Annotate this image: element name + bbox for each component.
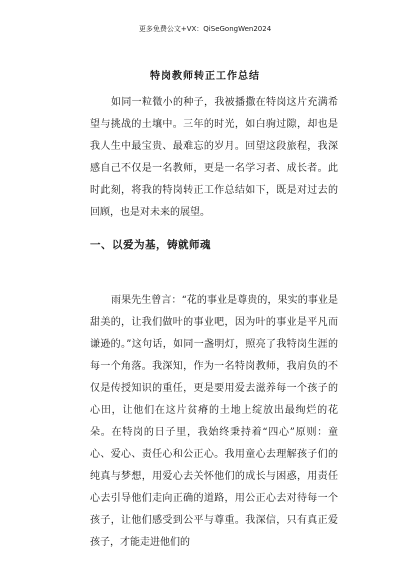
section-heading: 一、以爱为基，铸就师魂 — [90, 239, 211, 251]
intro-paragraph: 如同一粒微小的种子，我被播撒在特岗这片充满希望与挑战的土壤中。三年的时光，如白驹过隙，却也是我人生中最宝贵、最难忘的岁月。回望这段旅程，我深感自己不仅是一名教师，更是一名学习者、成长者。此时此刻，将我的特岗转正工作总结如下，既是对过去的回顾，也是对未来的展望。 — [90, 97, 338, 218]
header-note: 更多免费公文+VX：QiSeGongWen2024 — [138, 25, 272, 33]
document-title: 特岗教师转正工作总结 — [150, 71, 260, 82]
section-paragraph: 雨果先生曾言：“花的事业是尊贵的，果实的事业是甜美的，让我们做叶的事业吧，因为叶的事业是平凡而谦逊的。”这句话，如同一盏明灯，照亮了我特岗生涯的每一个角落。我深知，作为一名特岗教师，我肩负的不仅是传授知识的重任，更是要用爱去滋养每一个孩子的心田，让他们在这片贫瘠的土地上绽放出最绚烂的花朵。在特岗的日子里，我始终秉持着“四心”原则：童心、爱心、责任心和公正心。我用童心去理解孩子们的纯真与梦想，用爱心去关怀他们的成长与困惑，用责任心去引导他们走向正确的道路，用公正心去对待每一个孩子，让他们感受到公平与尊重。我深信，只有真正爱孩子，才能走进他们的 — [90, 295, 338, 548]
